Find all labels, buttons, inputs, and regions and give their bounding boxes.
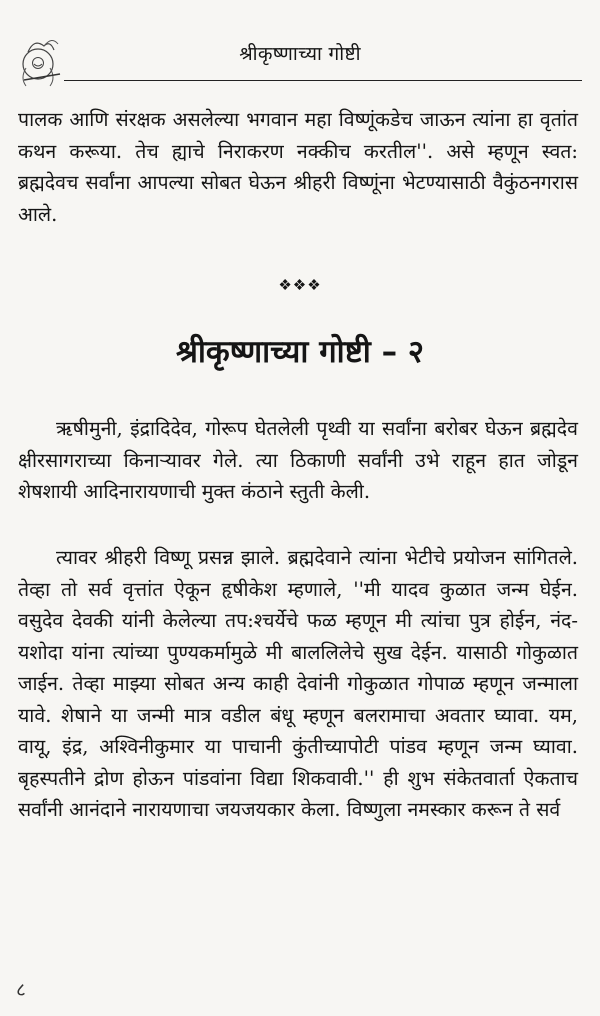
paragraph-2: ऋषीमुनी, इंद्रादिदेव, गोरूप घेतलेली पृथ्वी या सर्वांना बरोबर घेऊन ब्रह्मदेव क्षीरसागराच्या किनाऱ्यावर गेले. त्या ठिकाणी सर्वांनी उभे राहून हात जोडून शेषशायी आदिनारायणाची मुक्त कंठाने स्तुती केली. [18,417,578,503]
page-number: ८ [16,979,26,1001]
paragraph-3: त्यावर श्रीहरी विष्णू प्रसन्न झाले. ब्रह्मदेवाने त्यांना भेटीचे प्रयोजन सांगितले. तेव्हा तो सर्व वृत्तांत ऐकून हृषीकेश म्हणाले, ''मी यादव कुळात जन्म घेईन. वसुदेव देवकी यांनी केलेल्या तप:श्‍चर्येचे फळ म्हणून मी त्यांचा पुत्र होईन, नंद-यशोदा यांना त्यांच्या पुण्यकर्मामुळे मी बाललिलेचे सुख देईन. यासाठी गोकुळात जाईन. तेव्हा माझ्या सोबत अन्य काही देवांनी गोकुळात गोपाळ म्हणून जन्माला यावे. शेषाने या जन्मी मात्र वडील बंधू म्हणून बलरामाचा अवतार घ्यावा. यम, वायू, इंद्र, अश्विनीकुमार या पाचानी कुंतीच्यापोटी पांडव म्हणून जन्म घ्यावा. बृहस्पतीने द्रोण होऊन पांडवांना विद्या शिकवावी.'' ही शुभ संकेतवार्ता ऐकताच सर्वांनी आनंदाने नारायणाचा जयजयकार केला. विष्णुला नमस्कार करून ते सर्व [18,546,578,821]
paragraph-1: पालक आणि संरक्षक असलेल्या भगवान महा विष्णूंकडेच जाऊन त्यांना हा वृतांत कथन करूया. तेच ह्याचे निराकरण नक्कीच करतील''. असे म्हणून स्वत: ब्रह्मदेवच सर्वांना आपल्या सोबत घेऊन श्रीहरी विष्णूंना भेटण्यासाठी वैकुंठनगरास आले. [18,108,578,226]
header-rule [64,80,582,81]
chapter-title: श्रीकृष्णाच्या गोष्टी – २ [175,334,425,370]
running-header-title: श्रीकृष्णाच्या गोष्टी [239,43,361,65]
section-ornament: ❖❖❖ [278,276,322,294]
